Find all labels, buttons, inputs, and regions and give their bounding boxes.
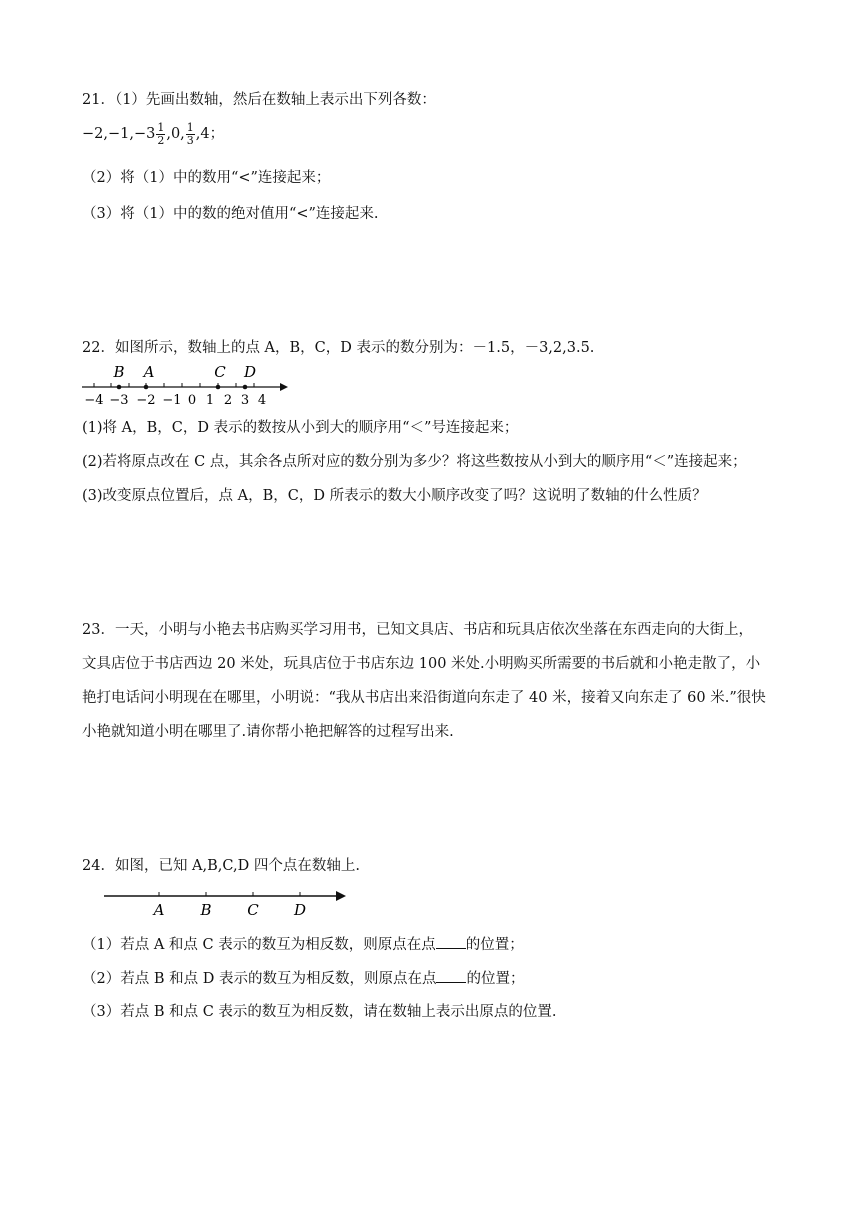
q22-part2: (2)若将原点改在 C 点，其余各点所对应的数分别为多少？将这些数按从小到大的顺序用“＜”连接起来；	[82, 454, 747, 470]
q23-line1: 23．一天，小明与小艳去书店购买学习用书，已知文具店、书店和玩具店依次坐落在东西走向的大街上，	[82, 622, 753, 638]
q24-part2	[82, 968, 524, 989]
q21-nums-a: −2,−1,−3	[82, 126, 156, 142]
q21-frac1-num: 1	[157, 120, 165, 134]
q24-axis-arrow	[336, 891, 346, 901]
q24-label-a: A	[153, 901, 165, 919]
q21-nums-b: ,0,	[166, 126, 185, 142]
q24-part2-blank[interactable]	[436, 968, 466, 983]
q24-number-line	[102, 886, 352, 920]
q22-dot-a	[144, 385, 149, 390]
q22-tick-label: 4	[257, 393, 267, 406]
q24-part1-text-a: （1）若点 A 和点 C 表示的数互为相反数，则原点在点	[82, 937, 436, 953]
q24-label-c: C	[247, 901, 259, 919]
q22-tick-label: −1	[162, 393, 182, 406]
q22-label-d: D	[243, 363, 257, 381]
q22-part3: (3)改变原点位置后，点 A，B，C，D 所表示的数大小顺序改变了吗？这说明了数轴的什么性质？	[82, 488, 707, 504]
q21-frac1-den: 2	[157, 133, 165, 147]
q23-line3: 艳打电话问小明现在在哪里，小明说：“我从书店出来沿街道向东走了 40 米，接着又向东走了 60 米.”很快	[82, 690, 766, 706]
q21-frac2-den: 3	[186, 133, 194, 147]
q23-line4: 小艳就知道小明在哪里了.请你帮小艳把解答的过程写出来.	[82, 724, 454, 740]
q23-line2: 文具店位于书店西边 20 米处，玩具店位于书店东边 100 米处.小明购买所需要的书后就和小艳走散了，小	[82, 656, 761, 672]
q22-part1: (1)将 A，B，C，D 表示的数按从小到大的顺序用“＜”号连接起来；	[82, 420, 519, 436]
q22-tick-label: 2	[223, 393, 233, 406]
q22-label-c: C	[214, 363, 226, 381]
q22-tick-label: −2	[136, 393, 156, 406]
q24-title: 24．如图，已知 A,B,C,D 四个点在数轴上.	[82, 858, 360, 874]
q21-fraction-third	[186, 122, 195, 147]
q22-axis-arrow	[280, 383, 288, 391]
q24-part1-text-b: 的位置；	[465, 937, 524, 953]
q21-part3: （3）将（1）中的数的绝对值用“<”连接起来.	[82, 206, 379, 222]
q22-tick-label: −3	[109, 393, 129, 406]
q22-dot-d	[243, 385, 248, 390]
q22-tick-label: 3	[240, 393, 250, 406]
q24-part1-blank[interactable]	[436, 934, 466, 949]
q21-part2: （2）将（1）中的数用“<”连接起来；	[82, 170, 331, 186]
q22-label-a: A	[143, 363, 155, 381]
q24-part2-text-b: 的位置；	[466, 971, 525, 987]
q22-dot-b	[117, 385, 122, 390]
q22-tick-label: 1	[205, 393, 215, 406]
q21-nums-c: ,4；	[195, 126, 225, 142]
q22-number-line	[82, 360, 292, 406]
q22-title: 22．如图所示，数轴上的点 A，B，C，D 表示的数分别为：－1.5，－3,2,3.5.	[82, 340, 595, 356]
q21-frac2-num: 1	[186, 120, 194, 134]
q21-number-list	[82, 120, 224, 148]
q24-part2-text-a: （2）若点 B 和点 D 表示的数互为相反数，则原点在点	[82, 971, 437, 987]
q21-title: 21．（1）先画出数轴，然后在数轴上表示出下列各数：	[82, 92, 436, 108]
q22-dot-c	[216, 385, 221, 390]
q22-tick-label: 0	[187, 393, 197, 406]
q22-tick-label: −4	[84, 393, 104, 406]
q24-part3: （3）若点 B 和点 C 表示的数互为相反数，请在数轴上表示出原点的位置.	[82, 1004, 557, 1020]
q24-part1	[82, 934, 524, 955]
q24-label-d: D	[293, 901, 307, 919]
q21-fraction-half	[156, 122, 165, 147]
q24-label-b: B	[200, 901, 212, 919]
q22-label-b: B	[113, 363, 125, 381]
